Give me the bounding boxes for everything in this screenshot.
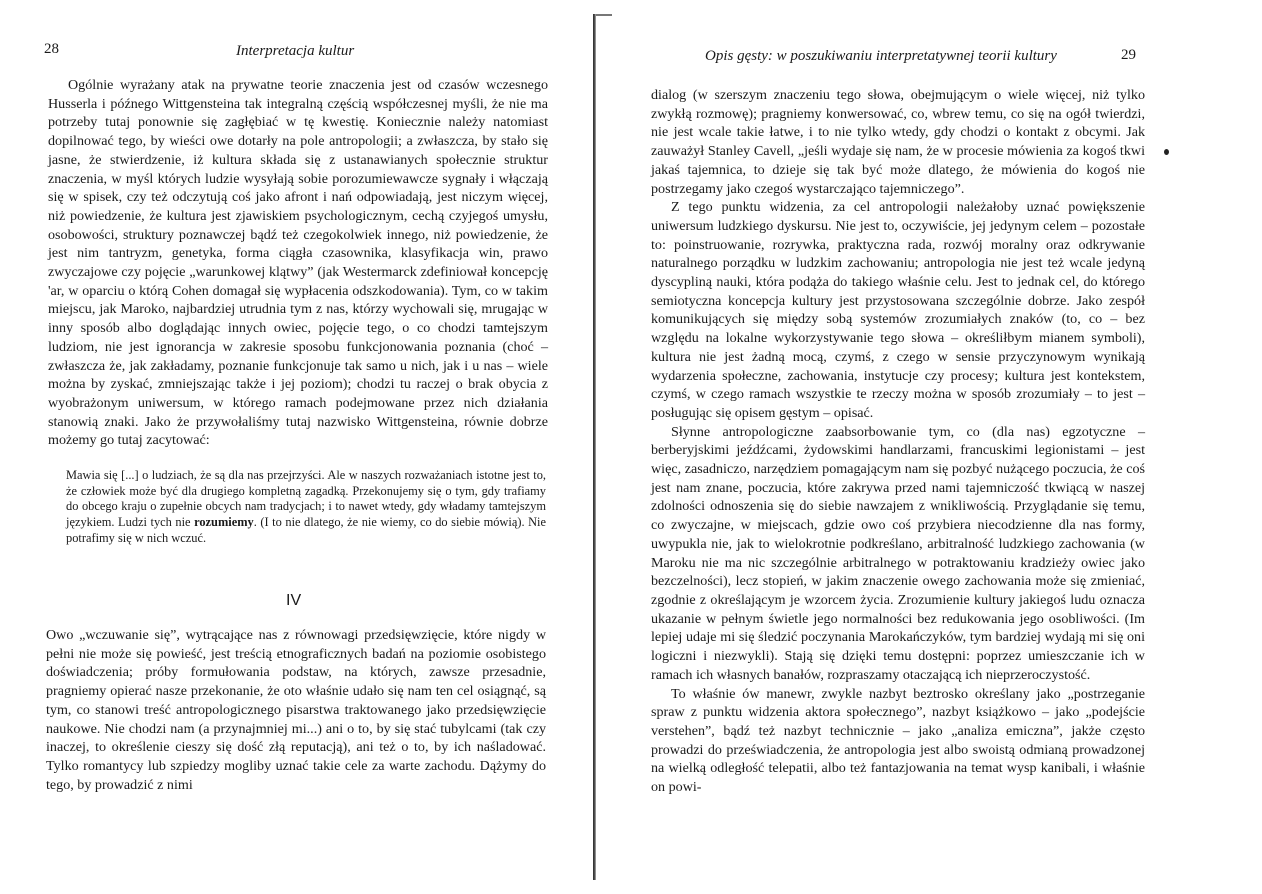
scan-speck: [1164, 149, 1169, 155]
paragraph-text: Owo „wczuwanie się”, wytrącające nas z równowagi przedsięwzięcie, które nigdy w pełni nie może się powieść, jest treścią etnograficznych badań na poziomie osobistego doświadczenia; próby formułowania podstaw, na których, zawsze przesadnie, pragniemy opierać nasze przekonanie, że oto właśnie udało się nam ten cel osiągnąć, są tym, co stanowi treść antropologicznego pisarstwa traktowanego jako przedsięwzięcie naukowe. Nie chodzi nam (a przynajmniej mi...) ani o to, by się stać tubylcami (tak czy inaczej, to określenie cieszy się dość złą reputacją), ani też o to, by ich naśladować. Tylko romantycy lub szpiedzy mogliby uznać takie cele za warte zachodu. Dążymy do tego, by prowadzić z nimi: [46, 627, 546, 793]
right-page-number: 29: [1121, 47, 1136, 63]
book-gutter: [593, 14, 596, 880]
left-paragraph-1: [48, 76, 548, 450]
left-page-number: 28: [44, 41, 59, 57]
wittgenstein-quote: [66, 468, 546, 547]
right-paragraph-1: dialog (w szerszym znaczeniu tego słowa, obejmującym o wiele więcej, niż tylko zwykłą rozmowę); pragniemy konwersować, co, wbrew temu, co się na ogół twierdzi, nie jest wcale takie łatwe, i to nie tylko wtedy, gdy chodzi o kontakt z obcymi. Jak zauważył Stanley Cavell, „jeśli wydaje się nam, że w procesie mówienia za kogoś tkwi jakaś tajemnica, to dzieje się tak być może dlatego, że mówienia do kogoś nie postrzegamy jako czegoś wystarczająco tajemniczego”.: [651, 87, 1145, 197]
right-text-column: [651, 86, 1145, 797]
quote-lead: Mawia się [...] o ludziach, że są dla nas przejrzyści. Ale w naszych rozważaniach istotne jest to, że człowiek może być dla drugiego kompletną zagadką. Przekonujemy się o tym, gdy trafiamy do obcego kraju o zupełnie obcych nam tradycjach; i to nawet wtedy, gdy władamy tamtejszym językiem. Ludzi tych nie: [66, 468, 546, 530]
section-number: IV: [286, 592, 302, 609]
quote-tail: . (I to nie dlatego, że nie wiemy, co do siebie mówią). Nie potrafimy się w nich wczuć.: [66, 515, 546, 545]
paragraph-text: Ogólnie wyrażany atak na prywatne teorie znaczenia jest od czasów wczesnego Husserla i późnego Wittgensteina tak integralną częścią współczesnej myśli, że nie ma potrzeby tutaj ponownie się zagłębiać w tę kwestię. Koniecznie należy natomiast dopilnować tego, by wieści owe dotarły na pole antropologii; a zwłaszcza, by stało się jasne, że stwierdzenie, iż kultura składa się z ustanawianych społecznie struktur znaczenia, w myśl których ludzie wysyłają sobie porozumiewawcze sygnały i włączają się w spisek, czy też odczytują coś jako afront i nań odpowiadają, jest niczym więcej, niż powiedzenie, że kultura jest zjawiskiem psychologicznym, cechą czyjegoś umysłu, osobowości, struktury poznawczej bądź też czegokolwiek innego, niż powiedzenie, że jest nim tantryzm, genetyka, forma ciągła czasownika, klasyfikacja win, prawo zwyczajowe czy pojęcie „warunkowej klątwy” (jak Westermarck zdefiniował koncepcję 'ar, w oparciu o którą Cohen domagał się wypłacenia odszkodowania). Tym, co w takim miejscu, jak Maroko, najbardziej utrudnia tym z nas, którzy wychowali się, mrugając w inny sposób albo doglądając innych owiec, pojęcie tego, o co chodzi tamtejszym ludziom, nie jest ignorancja w zakresie sposobu funkcjonowania poznania (choć – zwłaszcza że, jak zakładamy, poznanie funkcjonuje tak samo u nich, jak i u nas – wiele można by zyskać, zmniejszając także i jej poziom); chodzi tu raczej o brak obycia z wyobrażonym uniwersum, w którego ramach podejmowane przez nich działania stanowią znaki. Jako że przywołaliśmy tutaj nazwisko Wittgensteina, równie dobrze możemy go tutaj zacytować:: [48, 77, 548, 449]
left-running-head: Interpretacja kultur: [236, 43, 355, 59]
right-paragraph-3: Słynne antropologiczne zaabsorbowanie tym, co (dla nas) egzotyczne – berberyjskimi jeźdźcami, żydowskimi handlarzami, francuskimi legionistami – jest więc, zasadniczo, narzędziem pomagającym nam się pozbyć nużącego poczucia, że coś jest nam znane, poczucia, które zakrywa przed nami tajemniczość tkwiącą w naszej zdolności odnoszenia się do siebie nawzajem z wnikliwością. Przyglądanie się temu, co zwyczajne, w miejscach, gdzie owo coś przybiera niecodzienne dla nas formy, uwypukla nie, jak to wielokrotnie podkreślano, arbitralność ludzkiego zachowania (w Maroku nie ma nic szczególnie arbitralnego w potraktowaniu kradzieży owiec jako bezczelności), lecz stopień, w jakim znaczenie owego zachowania może się zmieniać, zgodnie z określającym je wzorcem życia. Zrozumienie kultury jakiegoś ludu oznacza ukazanie w pełnym świetle jego normalności bez redukowania jego osobliwości. (Im lepiej udaje mi się śledzić poczynania Marokańczyków, tym bardziej wydają mi się oni logiczni i niezwykli). Stają się dzięki temu dostępni: poprzez umieszczanie ich w ramach ich własnych banałów, rozpraszamy otaczającą ich nieprzeroczystość.: [651, 423, 1145, 683]
right-paragraph-4: To właśnie ów manewr, zwykle nazbyt beztrosko określany jako „postrzeganie spraw z punktu widzenia aktora społecznego”, nazbyt książkowo – jako „podejście verstehen”, bądź też nazbyt technicznie – jako „analiza emiczna”, jakże często prowadzi do przeświadczenia, że antropologia jest albo swoistą odmianą prowadzonej na wielką odległość telepatii, albo też fantazjowania na temat wysp kanibali, i właśnie on powi-: [651, 685, 1145, 796]
right-running-head: Opis gęsty: w poszukiwaniu interpretatywnej teorii kultury: [705, 48, 1057, 64]
right-paragraph-2: Z tego punktu widzenia, za cel antropologii należałoby uznać powiększenie uniwersum ludzkiego dyskursu. Nie jest to, oczywiście, jej jedynym celem – pozostałe to: poinstruowanie, rozrywka, praktyczna rada, rozwój moralny oraz odkrywanie naturalnego porządku w ludzkim zachowaniu; antropologia nie jest też wcale jedyną dyscypliną nauki, która podąża do takiego właśnie celu. Jest to jednak cel, do którego semiotyczna koncepcja kultury jest przystosowana szczególnie dobrze. Jako zespół komunikujących się między sobą systemów zrozumiałych znaków (to, co – bez względu na lokalne wykorzystywanie tego słowa – określiłbym mianem symboli), kultura nie jest żadną mocą, czymś, z czego w sensie przyczynowym wynikają wydarzenia społeczne, zachowania, instytucje czy procesy; kultura jest kontekstem, czymś, w czego ramach wszystkie te rzeczy można w sposób zrozumiały – to jest – posługując się opisem gęstym – opisać.: [651, 199, 1145, 421]
quote-emphasis: rozumiemy: [194, 515, 254, 530]
left-paragraph-2: [46, 626, 546, 794]
